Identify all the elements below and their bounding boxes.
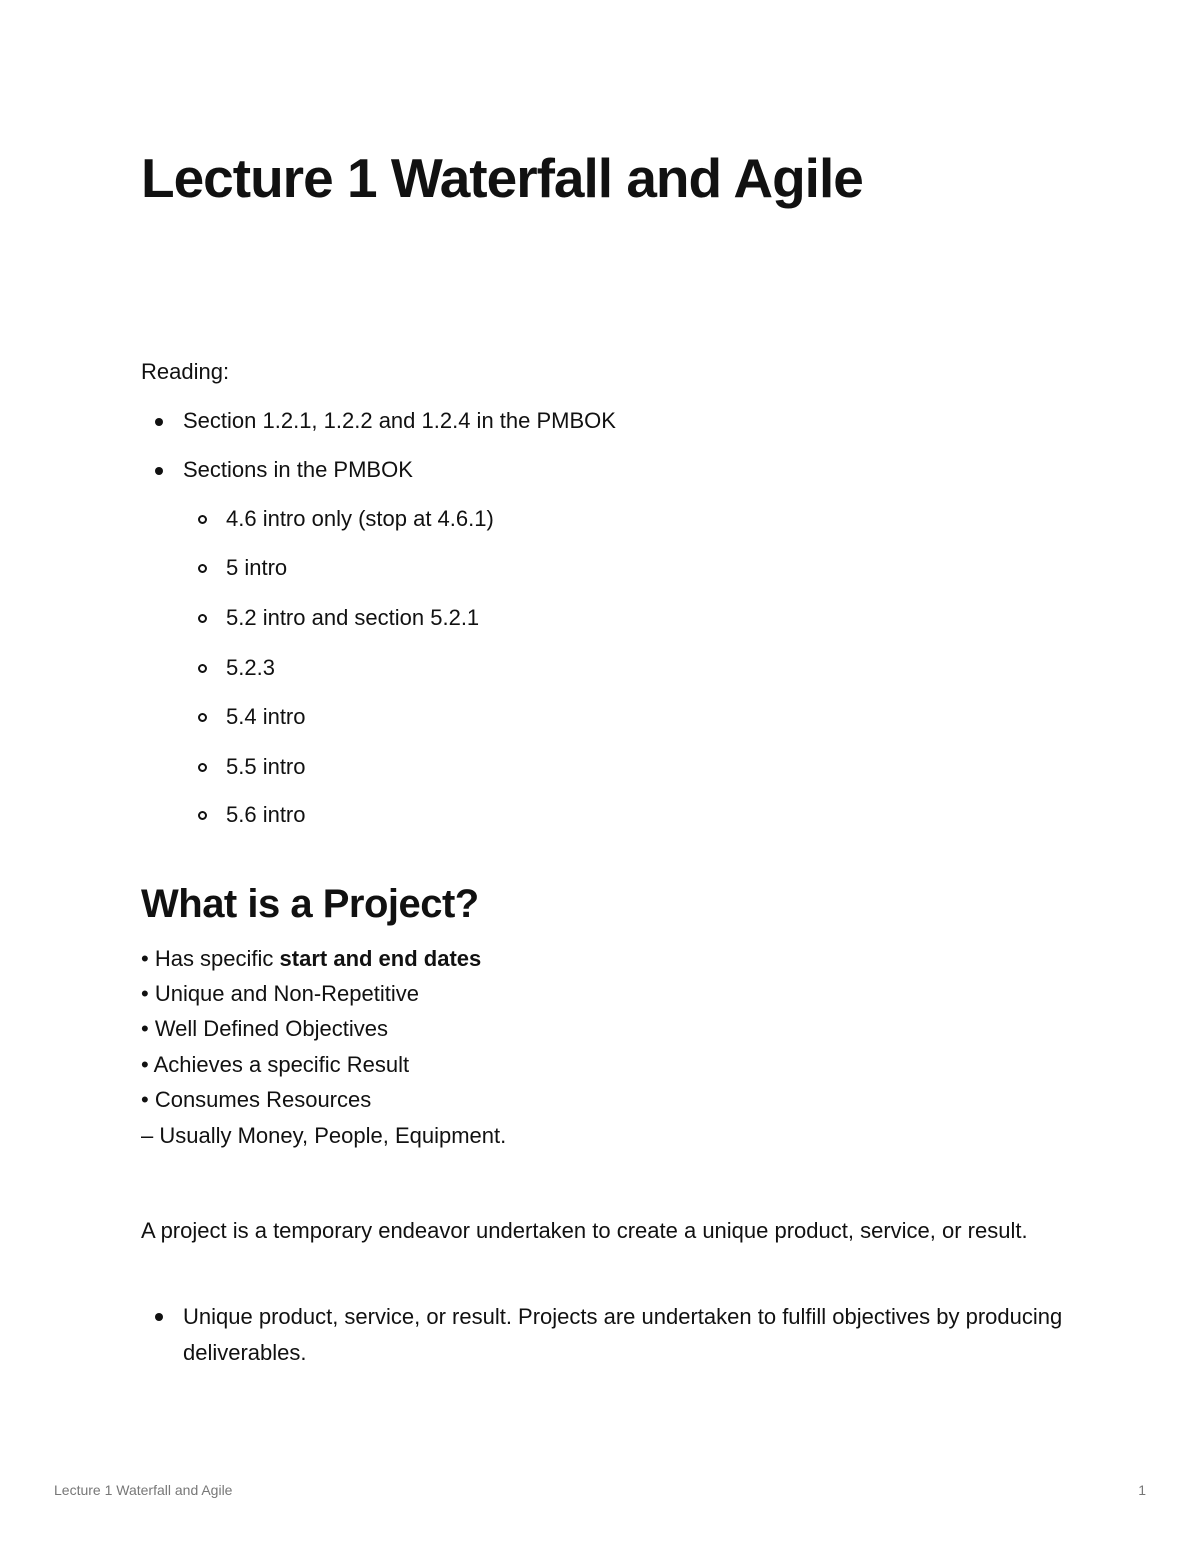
definition-bullet: Unique product, service, or result. Projects are undertaken to fulfill objectives by producing deliverables. <box>183 1304 1063 1365</box>
project-point-text: • Has specific <box>141 946 280 971</box>
project-point <box>141 943 481 975</box>
reading-subitem: 5.6 intro <box>226 802 306 827</box>
document-title: Lecture 1 Waterfall and Agile <box>141 147 863 209</box>
project-point: • Achieves a specific Result <box>141 1052 410 1077</box>
reading-subitem: 4.6 intro only (stop at 4.6.1) <box>226 506 494 531</box>
bullet-disc-icon <box>155 1313 163 1321</box>
bullet-disc-icon <box>155 418 163 426</box>
reading-subitem: 5.2.3 <box>226 655 275 680</box>
reading-item: Section 1.2.1, 1.2.2 and 1.2.4 in the PMBOK <box>183 408 616 433</box>
bullet-circle-icon <box>198 515 207 524</box>
reading-label: Reading: <box>141 359 230 384</box>
reading-subitem: 5.4 intro <box>226 704 306 729</box>
reading-subitem: 5 intro <box>226 555 288 580</box>
project-subpoint: – Usually Money, People, Equipment. <box>141 1123 507 1148</box>
project-point: • Consumes Resources <box>141 1087 372 1112</box>
bullet-circle-icon <box>198 614 207 623</box>
page-number: 1 <box>1138 1482 1146 1498</box>
bullet-disc-icon <box>155 467 163 475</box>
definition-paragraph: A project is a temporary endeavor undertaken to create a unique product, service, or result. <box>141 1218 1028 1243</box>
project-point-bold: start and end dates <box>279 946 482 971</box>
reading-item: Sections in the PMBOK <box>183 457 413 482</box>
reading-subitem: 5.5 intro <box>226 754 306 779</box>
bullet-circle-icon <box>198 811 207 820</box>
reading-subitem: 5.2 intro and section 5.2.1 <box>226 605 480 630</box>
project-point: • Well Defined Objectives <box>141 1016 388 1041</box>
footer-title: Lecture 1 Waterfall and Agile <box>54 1482 233 1498</box>
project-point: • Unique and Non-Repetitive <box>141 981 419 1006</box>
bullet-circle-icon <box>198 763 207 772</box>
section-heading: What is a Project? <box>141 882 479 926</box>
bullet-circle-icon <box>198 713 207 722</box>
bullet-circle-icon <box>198 564 207 573</box>
bullet-circle-icon <box>198 664 207 673</box>
